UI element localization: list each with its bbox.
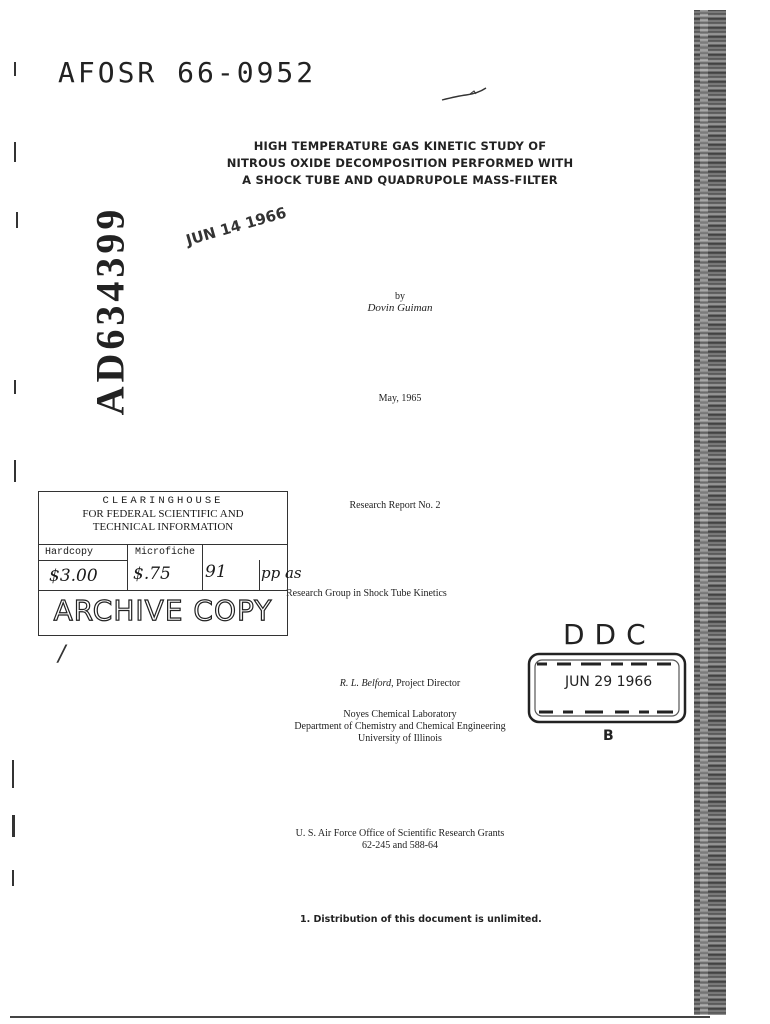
affiliation-line: University of Illinois bbox=[358, 733, 442, 744]
pen-mark: / bbox=[58, 642, 66, 667]
research-group: Research Group in Shock Tube Kinetics bbox=[286, 588, 447, 599]
title-line: A SHOCK TUBE AND QUADRUPOLE MASS-FILTER bbox=[242, 173, 558, 187]
affiliation-block bbox=[250, 709, 550, 745]
director-role: , Project Director bbox=[391, 678, 461, 689]
report-number: Research Report No. 2 bbox=[349, 500, 441, 511]
grant-line: U. S. Air Force Office of Scientific Research Grants bbox=[295, 828, 505, 839]
ad-number-stamp bbox=[60, 195, 160, 425]
margin-speck bbox=[12, 870, 14, 886]
affiliation-line: Noyes Chemical Laboratory bbox=[343, 709, 457, 720]
page-count: 91 bbox=[205, 562, 227, 582]
afosr-number-stamp: AFOSR 66-0952 bbox=[58, 56, 317, 89]
microfiche-label: Microfiche bbox=[135, 547, 196, 558]
clearinghouse-subtitle: TECHNICAL INFORMATION bbox=[92, 521, 234, 533]
hardcopy-price: $3.00 bbox=[49, 566, 98, 586]
clearinghouse-subtitle: FOR FEDERAL SCIENTIFIC AND bbox=[82, 508, 244, 520]
margin-speck bbox=[14, 142, 16, 162]
title-line: HIGH TEMPERATURE GAS KINETIC STUDY OF bbox=[253, 139, 547, 153]
ddc-code: B bbox=[603, 728, 614, 744]
pages-label: pp as bbox=[261, 564, 302, 582]
title-line: NITROUS OXIDE DECOMPOSITION PERFORMED WITH bbox=[226, 156, 574, 170]
clearinghouse-title: CLEARINGHOUSE bbox=[102, 495, 224, 507]
archive-copy-label: ARCHIVE COPY bbox=[53, 594, 273, 627]
clearinghouse-stamp bbox=[38, 491, 302, 636]
ddc-received-stamp bbox=[525, 618, 697, 758]
stamp-divider bbox=[39, 590, 287, 591]
stamp-divider bbox=[259, 560, 260, 590]
hardcopy-label: Hardcopy bbox=[45, 547, 94, 558]
stamp-divider bbox=[127, 544, 128, 590]
stamp-divider bbox=[39, 544, 287, 545]
ad-number-text: AD634399 bbox=[87, 205, 133, 415]
margin-speck bbox=[14, 62, 16, 76]
grants-block bbox=[240, 828, 560, 852]
director-signature: R. L. Belford bbox=[339, 678, 392, 689]
received-date-stamp: JUN 14 1966 bbox=[184, 203, 289, 250]
grant-line: 62-245 and 588-64 bbox=[361, 840, 439, 851]
margin-speck bbox=[16, 212, 18, 228]
margin-speck bbox=[12, 760, 14, 788]
stamp-divider bbox=[202, 544, 203, 590]
scan-binding-edge bbox=[694, 10, 726, 1015]
affiliation-line: Department of Chemistry and Chemical Engineering bbox=[294, 721, 506, 732]
microfiche-price: $.75 bbox=[133, 564, 171, 584]
author-name: Dovin Guiman bbox=[367, 302, 433, 314]
margin-speck bbox=[14, 460, 16, 482]
bottom-scan-rule bbox=[10, 1016, 710, 1018]
scribble-mark bbox=[440, 86, 488, 104]
clearinghouse-header bbox=[39, 495, 287, 534]
margin-speck bbox=[12, 815, 15, 837]
project-director bbox=[300, 678, 500, 689]
by-label: by bbox=[395, 291, 405, 302]
ddc-letters: DDC bbox=[563, 618, 656, 651]
stamp-divider bbox=[39, 560, 127, 561]
report-date: May, 1965 bbox=[378, 393, 422, 404]
margin-speck bbox=[14, 380, 16, 394]
distribution-statement: 1. Distribution of this document is unlimited. bbox=[300, 914, 542, 925]
ddc-received-date: JUN 29 1966 bbox=[565, 674, 653, 690]
report-title bbox=[200, 138, 600, 189]
